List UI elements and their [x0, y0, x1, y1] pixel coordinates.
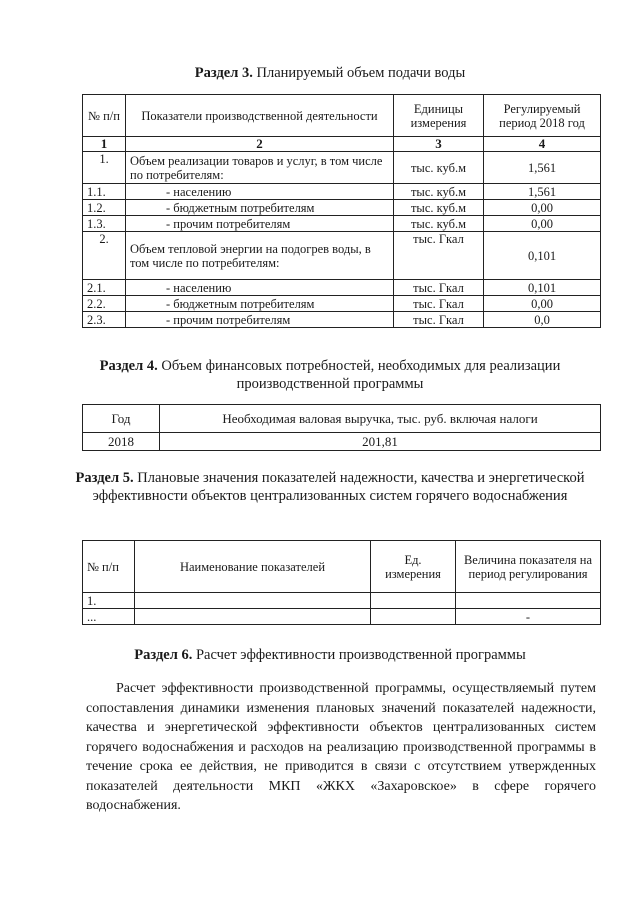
- section3-header-row: [83, 95, 601, 137]
- row-value: 0,00: [484, 296, 601, 312]
- header-indicator: Показатели производственной деятельности: [126, 95, 394, 137]
- section3-table: [82, 94, 601, 328]
- table-row: [83, 609, 601, 625]
- header-year: Год: [83, 405, 160, 433]
- section4-table: [82, 404, 601, 451]
- row-name: Объем реализации товаров и услуг, в том числе по потребителям:: [126, 152, 394, 184]
- header-num: № п/п: [83, 95, 126, 137]
- table-row: [83, 152, 601, 184]
- section5-title-bold: Раздел 5.: [75, 470, 134, 486]
- section3-title-bold: Раздел 3.: [194, 65, 253, 81]
- table-row: [83, 296, 601, 312]
- colnum-3: 3: [394, 137, 484, 152]
- section6-title-bold: Раздел 6.: [134, 647, 193, 663]
- row-value: 0,101: [484, 280, 601, 296]
- row-value: [456, 593, 601, 609]
- row-value: 0,00: [484, 216, 601, 232]
- row-num: ...: [83, 609, 135, 625]
- row-unit: тыс. Гкал: [394, 312, 484, 328]
- row-unit: тыс. куб.м: [394, 200, 484, 216]
- row-value: 0,101: [484, 232, 601, 280]
- row-unit: тыс. куб.м: [394, 152, 484, 184]
- row-unit: тыс. Гкал: [394, 296, 484, 312]
- row-revenue: 201,81: [160, 433, 601, 451]
- row-num: 2.3.: [83, 312, 126, 328]
- colnum-4: 4: [484, 137, 601, 152]
- row-num: 1.: [83, 593, 135, 609]
- section4-header-row: [83, 405, 601, 433]
- header-value: Величина показателя на период регулирования: [456, 541, 601, 593]
- row-value: 0,0: [484, 312, 601, 328]
- header-unit: Единицы измерения: [394, 95, 484, 137]
- row-value: 0,00: [484, 200, 601, 216]
- row-num: 2.: [83, 232, 126, 280]
- section4-title-bold: Раздел 4.: [99, 358, 158, 374]
- row-value: 1,561: [484, 184, 601, 200]
- section5-title-text: Плановые значения показателей надежности, качества и энергетической эффективности объектов централизованных систем горячего водоснабжения: [92, 470, 585, 504]
- row-num: 1.3.: [83, 216, 126, 232]
- row-name: - населению: [126, 184, 394, 200]
- row-num: 1.: [83, 152, 126, 184]
- section3-title-text: Планируемый объем подачи воды: [252, 65, 466, 81]
- table-row: [83, 312, 601, 328]
- section6-title-text: Расчет эффективности производственной программы: [192, 647, 526, 663]
- row-name: - бюджетным потребителям: [126, 200, 394, 216]
- header-revenue: Необходимая валовая выручка, тыс. руб. включая налоги: [160, 405, 601, 433]
- table-row: [83, 216, 601, 232]
- row-name: - бюджетным потребителям: [126, 296, 394, 312]
- header-period: Регулируемый период 2018 год: [484, 95, 601, 137]
- table-row: [83, 280, 601, 296]
- table-row: [83, 232, 601, 280]
- row-name: [135, 609, 371, 625]
- row-unit: [371, 593, 456, 609]
- row-num: 2.2.: [83, 296, 126, 312]
- header-num: № п/п: [83, 541, 135, 593]
- section5-header-row: [83, 541, 601, 593]
- section6-paragraph: Расчет эффективности производственной программы, осуществляемый путем сопоставления динамики изменения плановых значений показателей надежности, качества и энергетической эффективности объектов централизованных систем горячего водоснабжения и расходов на реализацию производственной программы в течение срока ее действия, не приводится в связи с отсутствием утвержденных показателей деятельности МКП «ЖКХ «Захаровское» в сфере горячего водоснабжения.: [86, 681, 596, 813]
- row-value: 1,561: [484, 152, 601, 184]
- colnum-1: 1: [83, 137, 126, 152]
- header-unit: Ед. измерения: [371, 541, 456, 593]
- row-unit: тыс. куб.м: [394, 184, 484, 200]
- row-name: Объем тепловой энергии на подогрев воды, в том числе по потребителям:: [126, 232, 394, 280]
- row-num: 2.1.: [83, 280, 126, 296]
- row-value: -: [456, 609, 601, 625]
- table-row: [83, 200, 601, 216]
- row-name: - прочим потребителям: [126, 216, 394, 232]
- table-row: [83, 433, 601, 451]
- row-year: 2018: [83, 433, 160, 451]
- header-indicator-name: Наименование показателей: [135, 541, 371, 593]
- section6-title: [60, 646, 600, 664]
- section4-title: [60, 357, 600, 393]
- table-row: [83, 593, 601, 609]
- row-num: 1.2.: [83, 200, 126, 216]
- row-unit: тыс. Гкал: [394, 232, 484, 280]
- section3-colnum-row: [83, 137, 601, 152]
- row-name: - населению: [126, 280, 394, 296]
- row-unit: тыс. куб.м: [394, 216, 484, 232]
- section5-table: [82, 540, 601, 625]
- row-name: - прочим потребителям: [126, 312, 394, 328]
- section4-title-text: Объем финансовых потребностей, необходимых для реализации производственной программы: [157, 358, 561, 392]
- row-unit: [371, 609, 456, 625]
- section5-title: [60, 469, 600, 505]
- section3-title: [60, 64, 600, 82]
- colnum-2: 2: [126, 137, 394, 152]
- row-unit: тыс. Гкал: [394, 280, 484, 296]
- row-num: 1.1.: [83, 184, 126, 200]
- table-row: [83, 184, 601, 200]
- row-name: [135, 593, 371, 609]
